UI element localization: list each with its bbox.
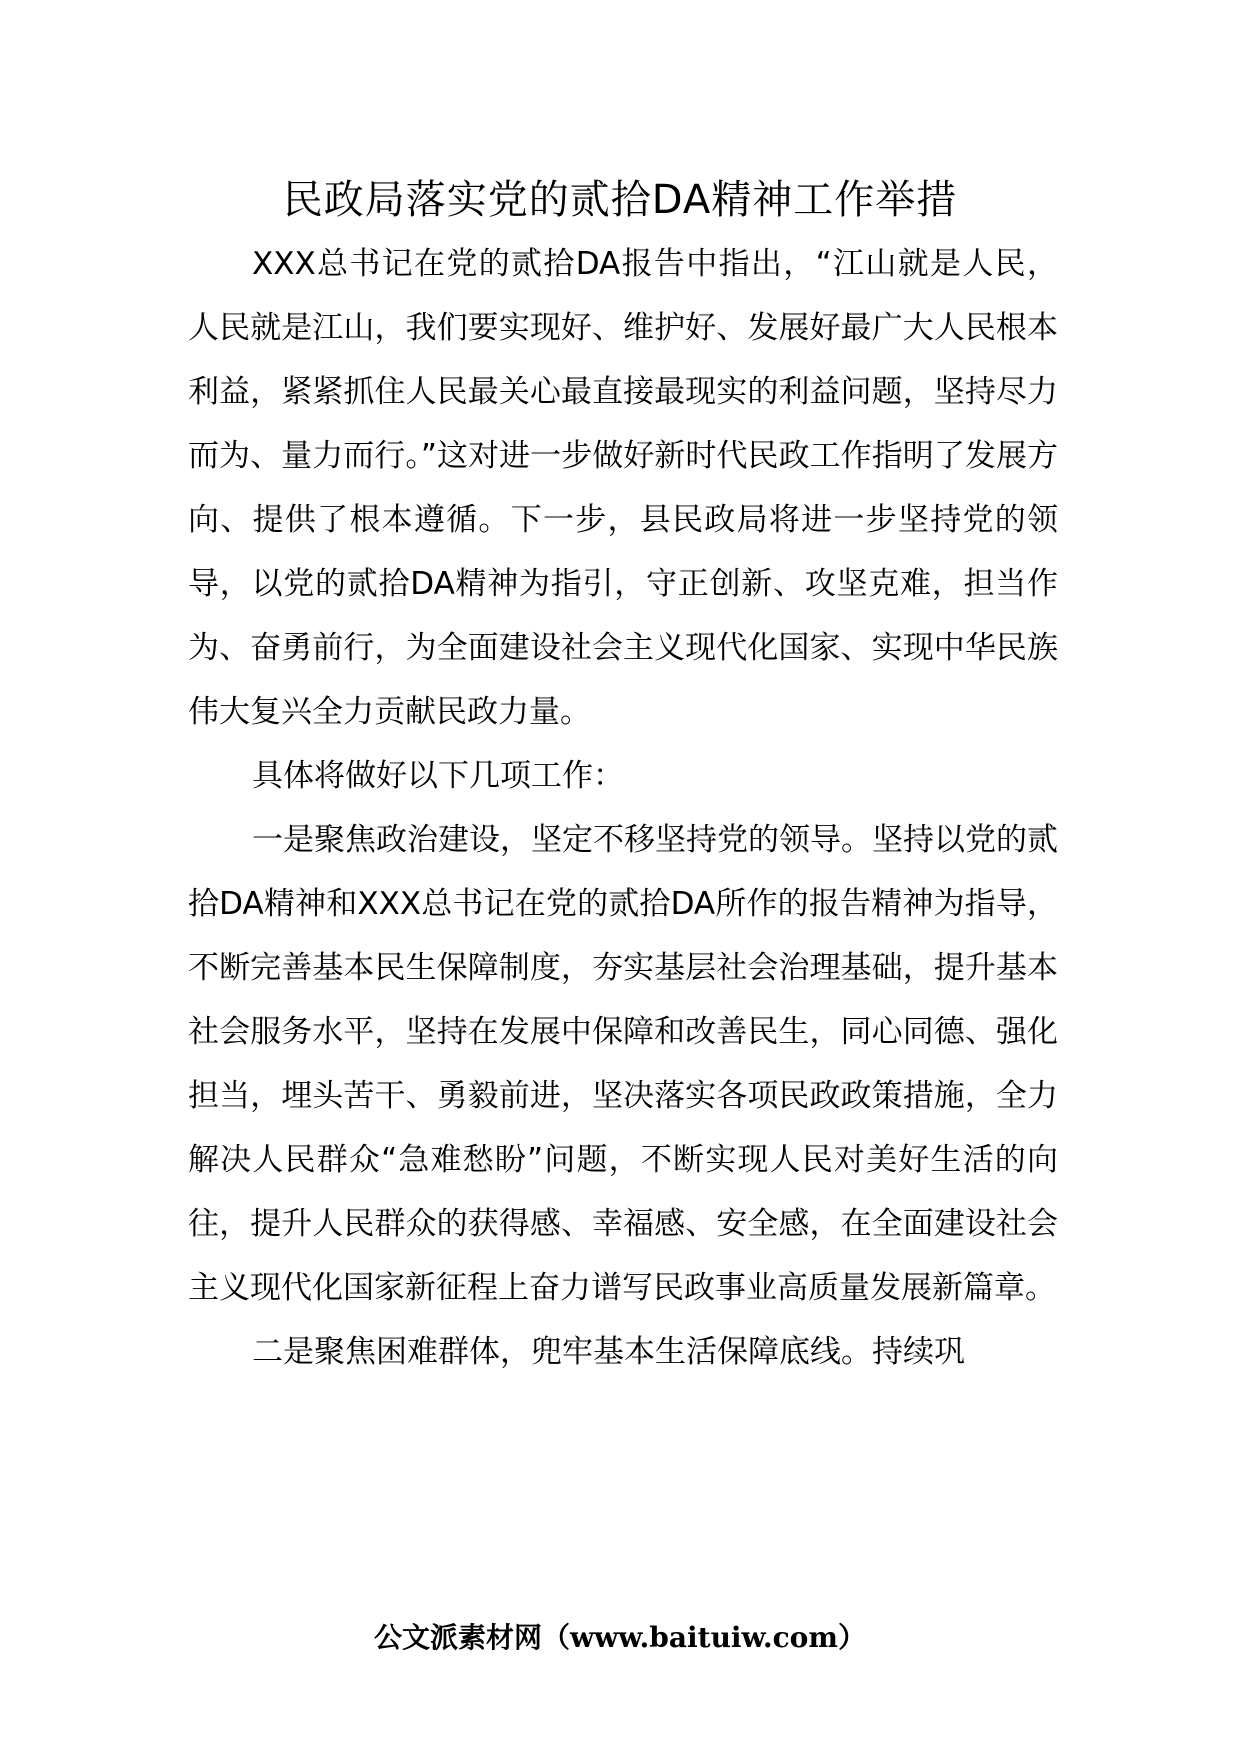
paragraph-item-one: 一是聚焦政治建设，坚定不移坚持党的领导。坚持以党的贰拾DA精神和XXX总书记在党的贰拾DA所作的报告精神为指导，不断完善基本民生保障制度，夯实基层社会治理基础，提升基本社会服务水平，坚持在发展中保障和改善民生，同心同德、强化担当，埋头苦干、勇毅前进，坚决落实各项民政政策措施，全力解决人民群众“急难愁盼”问题，不断实现人民对美好生活的向往，提升人民群众的获得感、幸福感、安全感，在全面建设社会主义现代化国家新征程上奋力谱写民政事业高质量发展新篇章。 bbox=[188, 822, 1058, 1306]
document-body bbox=[188, 232, 1058, 1384]
paragraph-item-two: 二是聚焦困难群体，兜牢基本生活保障底线。持续巩 bbox=[252, 1334, 965, 1370]
paragraph-work-items-lead: 具体将做好以下几项工作： bbox=[252, 758, 624, 794]
footer-watermark: 公文派素材网（www.baituiw.com） bbox=[374, 1621, 866, 1654]
document-title: 民政局落实党的贰拾DA精神工作举措 bbox=[282, 177, 958, 223]
paragraph-intro: XXX总书记在党的贰拾DA报告中指出，“江山就是人民，人民就是江山，我们要实现好、维护好、发展好最广大人民根本利益，紧紧抓住人民最关心最直接最现实的利益问题，坚持尽力而为、量力而行。”这对进一步做好新时代民政工作指明了发展方向、提供了根本遵循。下一步，县民政局将进一步坚持党的领导，以党的贰拾DA精神为指引，守正创新、攻坚克难，担当作为、奋勇前行，为全面建设社会主义现代化国家、实现中华民族伟大复兴全力贡献民政力量。 bbox=[188, 246, 1058, 730]
